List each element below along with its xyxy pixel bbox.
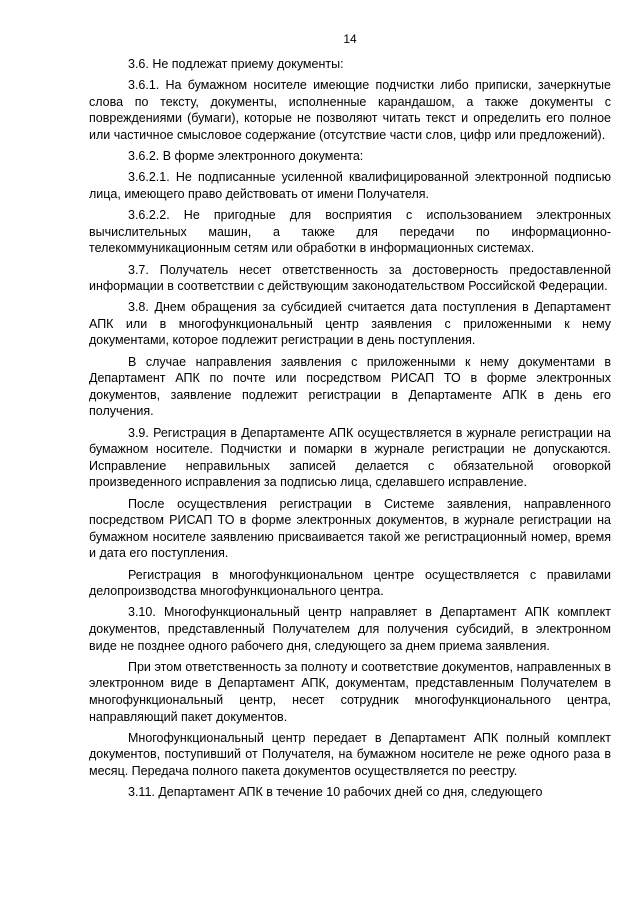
- paragraph-3-8-mail: В случае направления заявления с приложенными к нему документами в Департамент АПК по почте или посредством РИСАП ТО в форме электронных документов, заявление подлежит регистрации в Департаменте АПК в день его получения.: [89, 354, 611, 419]
- page-number: 14: [343, 32, 357, 46]
- paragraph-3-10-responsibility: При этом ответственность за полноту и соответствие документов, направленных в электронном виде в Департамент АПК, документам, представленным Получателем в многофункциональный центр, несет сотрудник многофункционального центра, направляющий пакет документов.: [89, 659, 611, 724]
- paragraph-3-6-2-1: 3.6.2.1. Не подписанные усиленной квалифицированной электронной подписью лица, имеющего право действовать от имени Получателя.: [89, 170, 611, 201]
- paragraph-3-9-system: После осуществления регистрации в Системе заявления, направленного посредством РИСАП ТО в форме электронных документов, в журнале регистрации на бумажном носителе заявлению присваивается такой же регистрационный номер, время и дата его поступления.: [89, 496, 611, 561]
- paragraph-3-11: 3.11. Департамент АПК в течение 10 рабочих дней со дня, следующего: [128, 785, 543, 800]
- paragraph-3-10-transfer: Многофункциональный центр передает в Департамент АПК полный комплект документов, поступивший от Получателя, на бумажном носителе не реже одного раза в месяц. Передача полного пакета документов осуществляется по реестру.: [89, 730, 611, 778]
- paragraph-3-10: 3.10. Многофункциональный центр направляет в Департамент АПК комплект документов, представленный Получателем для получения субсидий, в электронном виде не позднее одного рабочего дня, следующего за днем приема заявления.: [89, 605, 611, 653]
- paragraph-3-9-mfc: Регистрация в многофункциональном центре осуществляется с правилами делопроизводства многофункционального центра.: [89, 567, 611, 599]
- paragraph-3-6-2-2: 3.6.2.2. Не пригодные для восприятия с использованием электронных вычислительных машин, а также для передачи по информационно-телекоммуникационным сетям или обработки в информационных системах.: [89, 208, 611, 256]
- document-body: [89, 56, 611, 805]
- paragraph-3-7: 3.7. Получатель несет ответственность за достоверность предоставленной информации в соответствии с действующим законодательством Российской Федерации.: [89, 262, 611, 294]
- paragraph-3-6-2: 3.6.2. В форме электронного документа:: [128, 149, 364, 164]
- paragraph-3-8: 3.8. Днем обращения за субсидией считается дата поступления в Департамент АПК или в многофункциональный центр заявления с приложенными к нему документами, которое подлежит регистрации в день поступления.: [89, 300, 611, 348]
- paragraph-3-6-1: 3.6.1. На бумажном носителе имеющие подчистки либо приписки, зачеркнутые слова по тексту, документы, исполненные карандашом, а также документы с повреждениями (бумаги), которые не позволяют читать текст и определить его полное или частичное смысловое содержание (отсутствие части слов, цифр или предложений).: [89, 78, 611, 142]
- paragraph-3-6: 3.6. Не подлежат приему документы:: [128, 57, 344, 71]
- paragraph-3-9: 3.9. Регистрация в Департаменте АПК осуществляется в журнале регистрации на бумажном носителе. Подчистки и помарки в журнале регистрации не допускаются. Исправление неправильных записей делается с обязательной оговоркой произведенного исправления за подписью лица, сделавшего исправление.: [89, 425, 611, 490]
